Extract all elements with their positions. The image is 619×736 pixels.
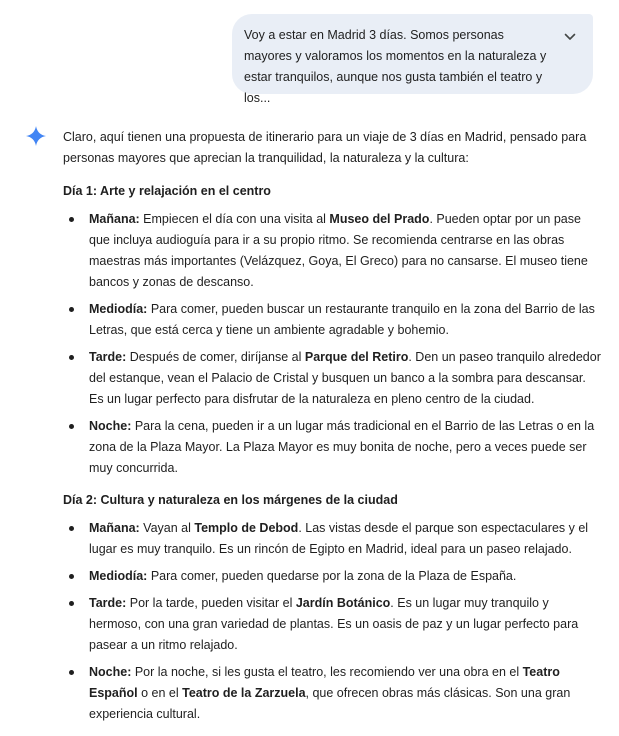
list-item xyxy=(63,566,603,587)
text-segment: , que ofrecen obras más clásicas. Son una gran experiencia cultural. xyxy=(89,686,571,721)
bold-text: Templo de Debod xyxy=(194,521,299,535)
list-item xyxy=(63,416,603,479)
bold-text: Noche: xyxy=(89,665,132,679)
gemini-sparkle-icon xyxy=(26,126,46,146)
text-segment: Para la cena, pueden ir a un lugar más tradicional en el Barrio de las Letras o en la zona de la Plaza Mayor. La Plaza Mayor es muy bonita de noche, pero a veces puede ser muy concurrida. xyxy=(89,419,595,475)
text-segment: Por la noche, si les gusta el teatro, les recomiendo ver una obra en el xyxy=(131,665,523,679)
response-intro: Claro, aquí tienen una propuesta de itinerario para un viaje de 3 días en Madrid, pensado para personas mayores que aprecian la tranquilidad, la naturaleza y la cultura: xyxy=(63,130,587,165)
expand-message-button[interactable] xyxy=(561,28,579,46)
text-segment: Por la tarde, pueden visitar el xyxy=(126,596,296,610)
text-segment: . Den un paseo tranquilo alrededor del estanque, vean el Palacio de Cristal y busquen un banco a la sombra para descansar. Es un lugar perfecto para disfrutar de la naturaleza en pleno centro de la ciudad. xyxy=(89,350,601,406)
text-segment: . Es un lugar muy tranquilo y hermoso, con una gran variedad de plantas. Es un oasis de paz y un lugar perfecto para pasear a un ritmo relajado. xyxy=(89,596,579,652)
text-segment: . Las vistas desde el parque son espectaculares y el lugar es muy tranquilo. Es un rincón de Egipto en Madrid, ideal para un paseo relajado. xyxy=(89,521,589,556)
list-item xyxy=(63,299,603,341)
day-heading: Día 1: Arte y relajación en el centro xyxy=(63,184,271,198)
text-segment: Para comer, pueden buscar un restaurante tranquilo en la zona del Barrio de las Letras, que está cerca y tiene un ambiente agradable y bohemio. xyxy=(89,302,595,337)
user-message-text: Voy a estar en Madrid 3 días. Somos personas mayores y valoramos los momentos en la naturaleza y estar tranquilos, aunque nos gusta también el teatro y los... xyxy=(244,28,547,105)
bold-text: Mediodía: xyxy=(89,302,148,316)
user-message-bubble xyxy=(232,14,593,105)
bold-text: Mediodía: xyxy=(89,569,148,583)
bold-text: Mañana: xyxy=(89,212,140,226)
bold-text: Teatro Español xyxy=(89,665,560,700)
bold-text: Tarde: xyxy=(89,350,127,364)
text-segment: Vayan al xyxy=(139,521,195,535)
list-item xyxy=(63,209,603,293)
day-item-list xyxy=(63,518,603,725)
text-segment: Después de comer, diríjanse al xyxy=(126,350,305,364)
bold-text: Tarde: xyxy=(89,596,127,610)
text-segment: Empiecen el día con una visita al xyxy=(139,212,330,226)
itinerary-days xyxy=(63,181,603,725)
list-item xyxy=(63,518,603,560)
bold-text: Museo del Prado xyxy=(329,212,430,226)
bold-text: Jardín Botánico xyxy=(295,596,391,610)
text-segment: Para comer, pueden quedarse por la zona de la Plaza de España. xyxy=(147,569,517,583)
bold-text: Noche: xyxy=(89,419,132,433)
assistant-response xyxy=(63,127,603,736)
text-segment: o en el xyxy=(137,686,183,700)
chevron-down-icon xyxy=(564,33,576,41)
bold-text: Mañana: xyxy=(89,521,140,535)
day-heading: Día 2: Cultura y naturaleza en los márgenes de la ciudad xyxy=(63,493,398,507)
bold-text: Teatro de la Zarzuela xyxy=(182,686,306,700)
text-segment: . Pueden optar por un pase que incluya audioguía para ir a su propio ritmo. Se recomienda centrarse en las obras maestras más importantes (Velázquez, Goya, El Greco) para no cansarse. El museo tiene bancos y zonas de descanso. xyxy=(89,212,588,289)
list-item xyxy=(63,662,603,725)
list-item xyxy=(63,347,603,410)
bold-text: Parque del Retiro xyxy=(304,350,409,364)
day-item-list xyxy=(63,209,603,479)
list-item xyxy=(63,593,603,656)
